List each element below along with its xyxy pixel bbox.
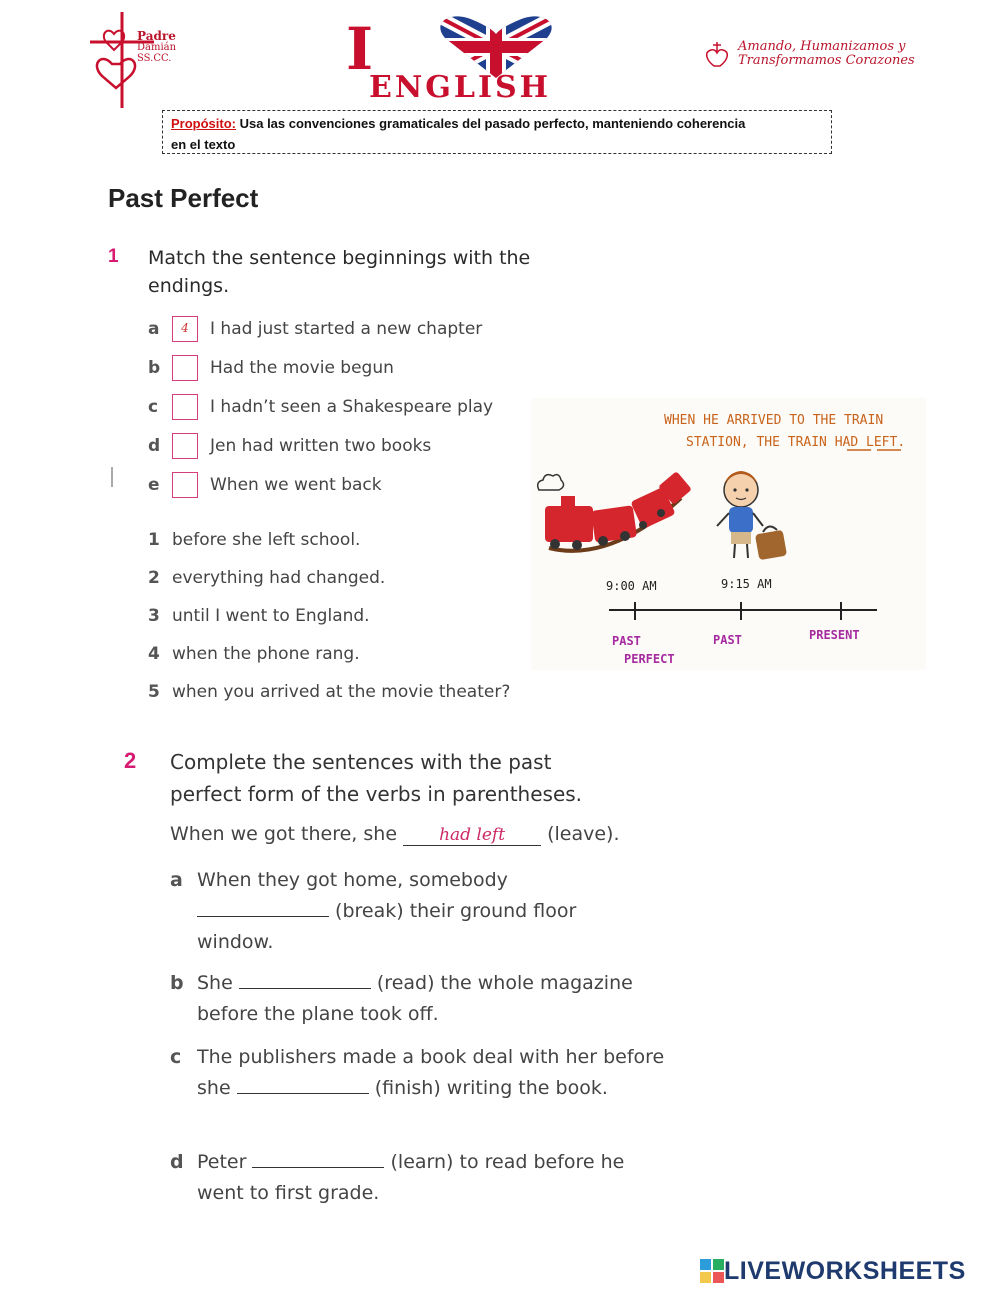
purpose-box xyxy=(162,110,832,154)
ending-text: before she left school. xyxy=(172,530,361,550)
title-i: I xyxy=(346,15,374,83)
liveworksheets-icon xyxy=(700,1259,724,1283)
exercise2-instruction: Complete the sentences with the past perfect form of the verbs in parentheses. xyxy=(170,750,583,806)
exercise2-item-b: b She (read) the whole magazine before the plane took off. xyxy=(170,968,690,1030)
example-sentence: When we got there, she had left (leave). xyxy=(170,823,620,845)
liveworksheets-brand: LIVEWORKSHEETS xyxy=(724,1256,966,1285)
ending-number: 5 xyxy=(148,682,160,702)
beginning-text: Had the movie begun xyxy=(210,358,394,378)
row-letter: b xyxy=(148,358,161,378)
caption-line2: STATION, THE TRAIN HAD LEFT. xyxy=(686,435,906,450)
time-label-2: 9:15 AM xyxy=(721,577,772,591)
beginning-text: I hadn’t seen a Shakespeare play xyxy=(210,397,494,417)
row-letter: e xyxy=(148,475,160,495)
purpose-label: Propósito: xyxy=(171,116,236,131)
row-letter: d xyxy=(148,436,161,456)
row-letter: c xyxy=(148,397,159,417)
beginning-text: Jen had written two books xyxy=(210,436,432,456)
example-answer: had left xyxy=(403,825,541,846)
ending-text: everything had changed. xyxy=(172,568,386,588)
beginning-text: I had just started a new chapter xyxy=(210,319,483,339)
match-row-b xyxy=(148,352,394,384)
time-label-1: 9:00 AM xyxy=(606,579,657,593)
ending-text: when you arrived at the movie theater? xyxy=(172,682,511,702)
liveworksheets-logo xyxy=(700,1258,966,1284)
label-past-perfect-2: PERFECT xyxy=(624,652,675,666)
match-row-a xyxy=(148,313,482,345)
ending-number: 1 xyxy=(148,530,160,550)
item-letter: a xyxy=(170,869,183,891)
boy-icon xyxy=(717,471,787,560)
answer-box[interactable]: 4 xyxy=(172,316,198,342)
answer-box[interactable] xyxy=(172,472,198,498)
row-letter: a xyxy=(148,319,160,339)
past-perfect-illustration xyxy=(531,398,926,670)
ending-item-3 xyxy=(148,606,370,626)
answer-box[interactable] xyxy=(172,355,198,381)
answer-blank[interactable] xyxy=(237,1077,369,1094)
label-past-perfect-1: PAST xyxy=(612,634,641,648)
ending-item-5 xyxy=(148,682,510,702)
exercise1-number: 1 xyxy=(108,246,119,267)
ending-number: 4 xyxy=(148,644,160,664)
answer-blank[interactable] xyxy=(239,972,371,989)
match-row-e xyxy=(148,469,382,501)
union-jack-heart-icon xyxy=(437,16,555,78)
ending-item-4 xyxy=(148,644,360,664)
margin-mark xyxy=(111,467,113,487)
purpose-text-line2: en el texto xyxy=(171,137,236,152)
beginning-text: When we went back xyxy=(210,475,382,495)
caption-line1: WHEN HE ARRIVED TO THE TRAIN xyxy=(664,413,884,428)
exercise1-instruction: Match the sentence beginnings with the endings. xyxy=(148,247,531,297)
answer-blank[interactable] xyxy=(252,1151,384,1168)
purpose-text-line1: Usa las convenciones gramaticales del pasado perfecto, manteniendo coherencia xyxy=(236,116,746,131)
ending-text: when the phone rang. xyxy=(172,644,360,664)
answer-blank[interactable] xyxy=(197,900,329,917)
answer-box[interactable] xyxy=(172,433,198,459)
match-row-d xyxy=(148,430,431,462)
ending-item-2 xyxy=(148,568,385,588)
school-motto: Amando, Humanizamos y Transformamos Corazones xyxy=(738,39,915,68)
ending-number: 3 xyxy=(148,606,160,626)
label-present: PRESENT xyxy=(809,628,860,642)
match-row-c xyxy=(148,391,493,423)
school-name: Padre Damián SS.CC. xyxy=(137,29,177,64)
ending-item-1 xyxy=(148,530,360,550)
train-icon xyxy=(538,471,692,551)
exercise2-item-a: a When they got home, somebody (break) their ground floor window. xyxy=(170,865,690,958)
item-letter: d xyxy=(170,1151,184,1173)
answer-box[interactable] xyxy=(172,394,198,420)
hearts-logo-icon xyxy=(702,40,736,74)
ending-text: until I went to England. xyxy=(172,606,370,626)
exercise2-number: 2 xyxy=(124,748,137,773)
title-english: ENGLISH xyxy=(368,70,552,105)
item-letter: c xyxy=(170,1046,182,1068)
exercise2-item-d: d Peter (learn) to read before he went to first grade. xyxy=(170,1147,690,1209)
exercise2-item-c: c The publishers made a book deal with her before she (finish) writing the book. xyxy=(170,1042,690,1104)
illustration-drawing xyxy=(531,398,926,670)
ending-number: 2 xyxy=(148,568,160,588)
section-title: Past Perfect xyxy=(108,183,259,213)
item-letter: b xyxy=(170,972,184,994)
label-past: PAST xyxy=(713,633,742,647)
